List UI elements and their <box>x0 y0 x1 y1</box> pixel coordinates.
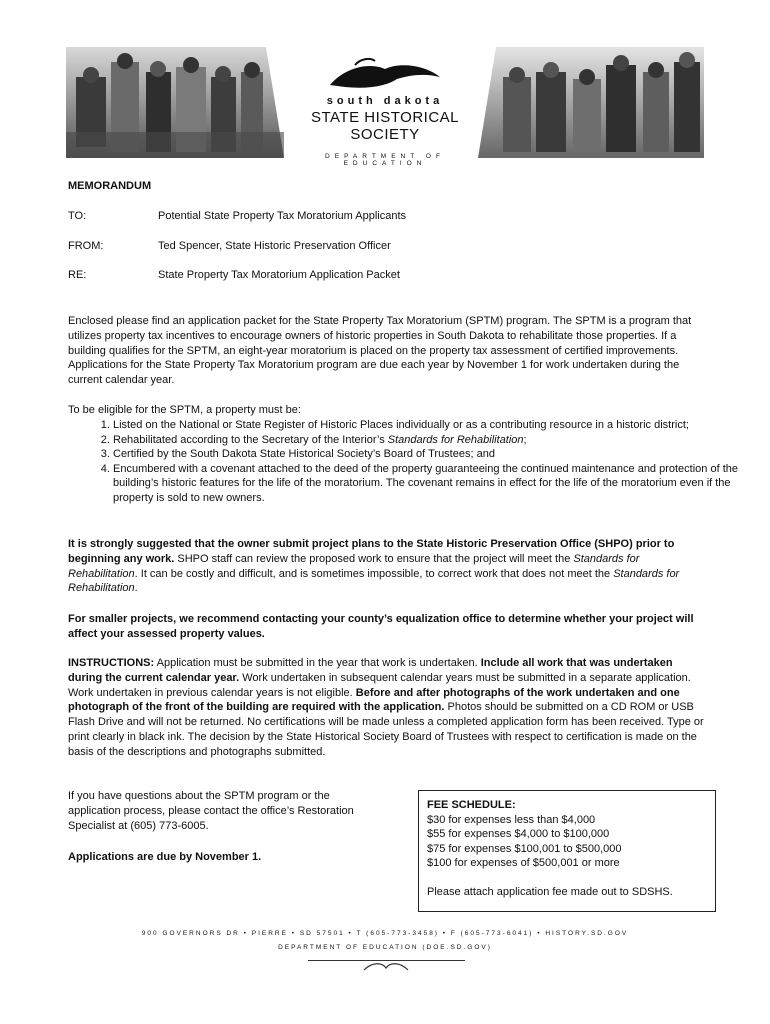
suggestion-bold: It is strongly suggested that the owner submit project plans to the State Historic Preservation Office (SHPO) prior to beginning any work. <box>68 538 675 565</box>
suggestion-text-c: . <box>134 582 138 595</box>
smaller-projects-note <box>68 612 704 642</box>
re-value: State Property Tax Moratorium Application Packet <box>158 269 400 281</box>
suggestion-text-b: . It can be costly and difficult, and is sometimes impossible, to correct work that does not meet the <box>134 567 614 580</box>
state-historical-society-logo <box>285 55 485 167</box>
smaller-projects-text: For smaller projects, we recommend contacting your county’s equalization office to determine whether your project will affect your assessed property values. <box>68 613 694 640</box>
re-label: RE: <box>68 269 87 281</box>
fee-schedule-box <box>418 790 716 912</box>
instructions-text-c: Photos should be submitted on a CD ROM or USB Flash Drive and will not be returned. No certifications will be made unless a completed application form has been received. Type or print clearly in black ink. The decision by the State Historical Society Board of Trustees with respect to certification is made on the basis of the descriptions and photographs submitted. <box>68 701 704 758</box>
letterhead-state: south dakota <box>326 95 444 107</box>
due-date-note <box>68 850 378 865</box>
footer-department: DEPARTMENT OF EDUCATION (DOE.SD.GOV) <box>278 944 492 951</box>
instructions-text-b: Work undertaken in subsequent calendar years must be submitted in a separate application. Work undertaken in previous calendar years is not eligible. <box>68 671 691 699</box>
footer-address: 900 GOVERNORS DR • PIERRE • SD 57501 • T (605-773-3458) • F (605-773-6041) • HISTORY.SD.GOV <box>141 930 629 937</box>
list-item <box>113 433 743 448</box>
fee-note: Please attach application fee made out to SDSHS. <box>427 885 673 898</box>
historic-photo-left <box>66 47 284 158</box>
from-value: Ted Spencer, State Historic Preservation Officer <box>158 240 391 252</box>
suggestion-standards-2: Standards for Rehabilitation <box>68 567 680 595</box>
requirement-2a: Rehabilitated according to the Secretary of the Interior’s <box>113 433 388 446</box>
from-label: FROM: <box>68 240 104 252</box>
instructions-bold-2: Before and after photographs of the work undertaken and one photograph of the front of the building are required with the application. <box>68 686 680 714</box>
fee-item-3: $75 for expenses $100,001 to $500,000 <box>427 842 622 855</box>
list-item <box>113 418 743 433</box>
intro-paragraph: Enclosed please find an application packet for the State Property Tax Moratorium (SPTM) program. The SPTM is a program that utilizes property tax incentives to encourage owners of historic properties in South Dakota to rehabilitate those properties. If a building qualifies for the SPTM, an eight-year moratorium is placed on the property tax assessment of certified improvements. Applications for the State Property Tax Moratorium program are due each year by November 1 for work undertaken during the current calendar year. <box>68 315 692 387</box>
fee-item-2: $55 for expenses $4,000 to $100,000 <box>427 828 610 841</box>
eligibility-lead: To be eligible for the SPTM, a property must be: <box>68 404 301 416</box>
suggestion-text-a: SHPO staff can review the proposed work to ensure that the project will meet the <box>174 552 574 565</box>
memo-title: MEMORANDUM <box>68 180 152 192</box>
suggestion-standards-1: Standards for Rehabilitation <box>68 552 640 580</box>
requirement-2c: ; <box>523 433 527 446</box>
footer-ornament-icon <box>362 962 410 972</box>
letterhead-department: DEPARTMENT OF EDUCATION <box>325 153 445 167</box>
instructions-label: INSTRUCTIONS: <box>68 657 155 669</box>
fee-schedule-title-text: FEE SCHEDULE: <box>427 799 516 811</box>
historic-photo-right <box>478 47 704 158</box>
list-item <box>113 447 743 462</box>
instructions-bold-1: Include all work that was undertaken during the current calendar year. <box>68 657 673 684</box>
fee-item-4: $100 for expenses of $500,001 or more <box>427 857 620 870</box>
footer-divider <box>308 960 465 961</box>
requirement-3: Certified by the South Dakota State Historical Society’s Board of Trustees; and <box>113 448 495 461</box>
to-value: Potential State Property Tax Moratorium Applicants <box>158 210 407 222</box>
eligibility-list <box>68 418 743 506</box>
suggestion-paragraph <box>68 537 704 596</box>
to-label: TO: <box>68 210 87 222</box>
list-item <box>113 462 743 506</box>
instructions-text-a: Application must be submitted in the year that work is undertaken. <box>154 657 481 669</box>
requirement-1: Listed on the National or State Register of Historic Places individually or as a contributing resource in a historic district; <box>113 419 689 431</box>
requirement-2-standards: Standards for Rehabilitation <box>387 433 524 446</box>
requirement-4: Encumbered with a covenant attached to the deed of the property guaranteeing the continued maintenance and protection of the building’s historic features for the life of the moratorium. The covenant remains in effect for the life of the moratorium even if the property is sold to new owners. <box>113 462 738 504</box>
bird-emblem-icon <box>325 57 445 97</box>
letterhead-society: STATE HISTORICAL SOCIETY <box>310 109 460 143</box>
instructions-paragraph <box>68 656 704 760</box>
fee-item-1: $30 for expenses less than $4,000 <box>427 813 596 826</box>
questions-paragraph: If you have questions about the SPTM program or the application process, please contact the office’s Restoration Specialist at (605) 773-6005. <box>68 790 354 832</box>
due-date-text: Applications are due by November 1. <box>68 851 262 863</box>
fee-schedule-title <box>427 798 707 813</box>
